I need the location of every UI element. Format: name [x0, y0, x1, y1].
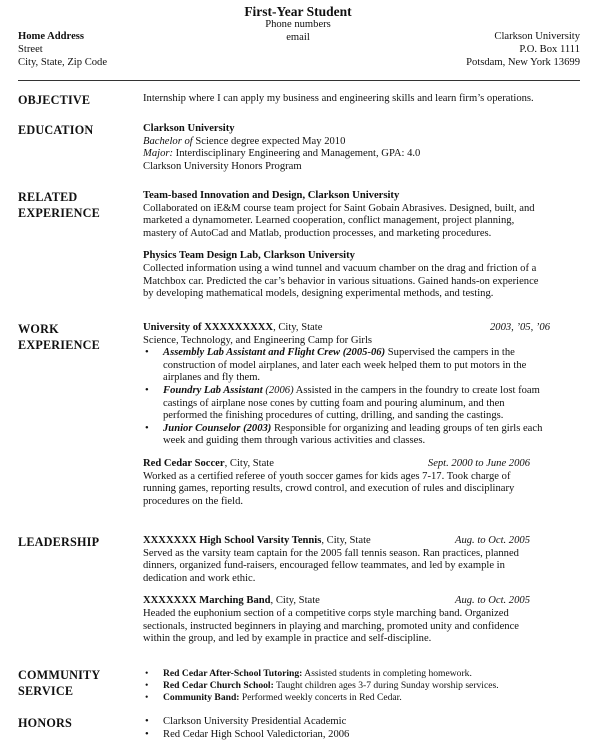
role-title: Junior Counselor (2003): [163, 422, 272, 434]
bullet-icon: •: [145, 692, 149, 704]
related-content: [143, 190, 580, 301]
related-entry-title: Team-based Innovation and Design, Clarkson University: [143, 190, 400, 201]
related-label-line1: RELATED: [18, 190, 78, 204]
major-label: Major:: [143, 148, 174, 160]
related-label: [18, 190, 100, 221]
bullet-icon: •: [145, 347, 149, 359]
list-item: [143, 668, 580, 680]
education-degree: [143, 136, 580, 149]
leadership-dates: Aug. to Oct. 2005: [454, 535, 530, 546]
degree-label: Bachelor of: [143, 135, 193, 147]
list-item: [143, 692, 580, 704]
job-line: procedures on the field.: [143, 495, 244, 507]
related-entry-line: by developing mathematical models, designing experimental methods, and testing.: [143, 288, 494, 300]
phone-line: Phone numbers: [265, 19, 331, 30]
leadership-line: sectionals, instructed beginners in playing and marching, promoted unity and confidence: [143, 620, 519, 632]
list-item: [143, 680, 580, 692]
school-name: Clarkson University: [494, 31, 580, 42]
degree-text: Science degree expected May 2010: [192, 135, 346, 147]
education-label: EDUCATION: [18, 123, 94, 137]
honor-text: Red Cedar High School Valedictorian, 2006: [163, 728, 350, 740]
related-entry-line: mastery of AutoCad and Matlab, production processes, and marketing procedures.: [143, 227, 492, 239]
bullet-icon: •: [145, 422, 149, 434]
school-city: Potsdam, New York 13699: [466, 56, 580, 68]
leadership-location: , City, State: [270, 595, 320, 607]
community-label: [18, 668, 100, 699]
job-org: University of XXXXXXXXX: [143, 322, 274, 333]
related-label-line2: EXPERIENCE: [18, 205, 100, 220]
community-text: Performed weekly concerts in Red Cedar.: [239, 692, 402, 704]
honors-content: [143, 716, 580, 741]
leadership-org: XXXXXXX Marching Band: [143, 595, 271, 607]
community-title: Red Cedar Church School:: [163, 680, 274, 692]
home-address: [18, 31, 107, 69]
leadership-line: Headed the euphonium section of a competitive corps style marching band. Organized: [143, 607, 509, 619]
work-label-line2: EXPERIENCE: [18, 337, 100, 352]
role-text: construction of model airplanes, and later each week helped them to put motors in the: [163, 359, 527, 371]
leadership-line: Served as the varsity team captain for the 2005 fall tennis season. Ran practices, planned: [143, 547, 519, 559]
community-text: Assisted students in completing homework.: [302, 668, 472, 679]
home-city: City, State, Zip Code: [18, 56, 108, 68]
related-entry-line: Collected information using a wind tunnel and vacuum chamber on the drag and friction of a: [143, 262, 537, 274]
job-dates: Sept. 2000 to June 2006: [427, 457, 530, 469]
spacer: [143, 585, 580, 595]
leadership-dates: Aug. to Oct. 2005: [454, 595, 530, 607]
role-text: airplanes and fly them.: [163, 372, 261, 384]
header-divider: [18, 80, 580, 81]
community-label-line1: COMMUNITY: [18, 668, 101, 682]
work-label: [18, 322, 100, 353]
objective-label: OBJECTIVE: [18, 93, 91, 107]
leadership-line: dedication and work ethic.: [143, 572, 256, 584]
job-line: Worked as a certified referee of youth soccer games for kids ages 7-17. Took charge of: [143, 470, 511, 482]
list-item: [143, 385, 580, 423]
spacer: [143, 448, 580, 458]
list-item: [143, 729, 580, 742]
role-text: Supervised the campers in the: [385, 347, 515, 359]
objective-content: [143, 93, 580, 106]
role-text: performed the finishing procedures of cutting, drilling, and sanding the castings.: [163, 410, 504, 422]
spacer: [143, 240, 580, 250]
bullet-icon: •: [145, 728, 149, 740]
role-text: week and guiding them through various activities and classes.: [163, 435, 426, 447]
leadership-line: within the group, and led by example in practice and self-discipline.: [143, 633, 432, 645]
list-item: [143, 716, 580, 729]
job-subtitle: Science, Technology, and Engineering Camp for Girls: [143, 334, 373, 346]
student-name: First-Year Student: [244, 4, 352, 19]
related-entry-line: marketed a dynamometer. Learned cooperation, conflict management, project planning,: [143, 215, 515, 227]
role-text: Responsible for organizing and leading groups of ten girls each: [271, 422, 543, 434]
leadership-location: , City, State: [321, 535, 371, 546]
community-title: Red Cedar After-School Tutoring:: [163, 668, 303, 679]
related-entry-title: Physics Team Design Lab, Clarkson University: [143, 250, 355, 262]
related-entry-line: Collaborated on iE&M course team project for Saint Gobain Abrasives. Designed, built, and: [143, 202, 535, 214]
job-bullets: [143, 347, 580, 448]
honors-list: [143, 716, 580, 741]
bullet-icon: •: [145, 384, 149, 396]
community-title: Community Band:: [163, 692, 240, 704]
leadership-line: dinners, organized fund-raisers, encouraged fellow teammates, and led by example in: [143, 560, 505, 572]
home-street: Street: [18, 43, 43, 55]
bullet-icon: •: [145, 668, 149, 679]
leadership-org: XXXXXXX High School Varsity Tennis: [143, 535, 322, 546]
job-line: running games, reporting results, crowd control, and execution of rules and disciplinary: [143, 483, 515, 495]
job-org: Red Cedar Soccer: [143, 457, 225, 469]
education-honors: Clarkson University Honors Program: [143, 160, 302, 172]
job-header: [143, 322, 580, 335]
list-item: [143, 347, 580, 385]
leadership-content: [143, 535, 580, 646]
role-year: (2006): [262, 384, 294, 396]
school-address: [466, 31, 580, 69]
education-major: [143, 148, 580, 161]
bullet-icon: •: [145, 716, 149, 727]
leadership-header: [143, 535, 580, 548]
community-content: [143, 668, 580, 705]
job-dates: 2003, ’05, ’06: [489, 322, 550, 333]
education-school: Clarkson University: [143, 123, 235, 134]
objective-text: Internship where I can apply my business and engineering skills and learn firm’s operations.: [143, 93, 534, 104]
honors-label: HONORS: [18, 716, 73, 730]
school-box: P.O. Box 1111: [519, 43, 580, 55]
role-text: castings of airplane nose cones by cutting foam and pouring aluminum, and then: [163, 397, 505, 409]
bullet-icon: •: [145, 680, 149, 692]
work-content: [143, 322, 580, 508]
community-bullets: [143, 668, 580, 705]
community-text: Taught children ages 3-7 during Sunday worship services.: [273, 680, 499, 692]
community-label-line2: SERVICE: [18, 683, 74, 698]
role-text: Assisted in the campers in the foundry to create lost foam: [293, 384, 540, 396]
related-entry-line: Matchbox car. Predicted the car’s behavior in various situations. Gained hands-on experience: [143, 275, 539, 287]
job-location: , City, State: [273, 322, 323, 333]
list-item: [143, 423, 580, 448]
email-line: email: [286, 32, 310, 43]
work-label-line1: WORK: [18, 322, 59, 336]
leadership-label: LEADERSHIP: [18, 535, 100, 549]
job-header: [143, 458, 580, 471]
role-title: Assembly Lab Assistant and Flight Crew (2005-06): [163, 347, 386, 359]
job-location: , City, State: [224, 457, 274, 469]
honor-text: Clarkson University Presidential Academic: [163, 716, 347, 727]
leadership-header: [143, 595, 580, 608]
education-content: [143, 123, 580, 173]
home-address-title: Home Address: [18, 31, 85, 42]
role-title: Foundry Lab Assistant: [163, 384, 263, 396]
major-text: Interdisciplinary Engineering and Management, GPA: 4.0: [173, 148, 421, 160]
